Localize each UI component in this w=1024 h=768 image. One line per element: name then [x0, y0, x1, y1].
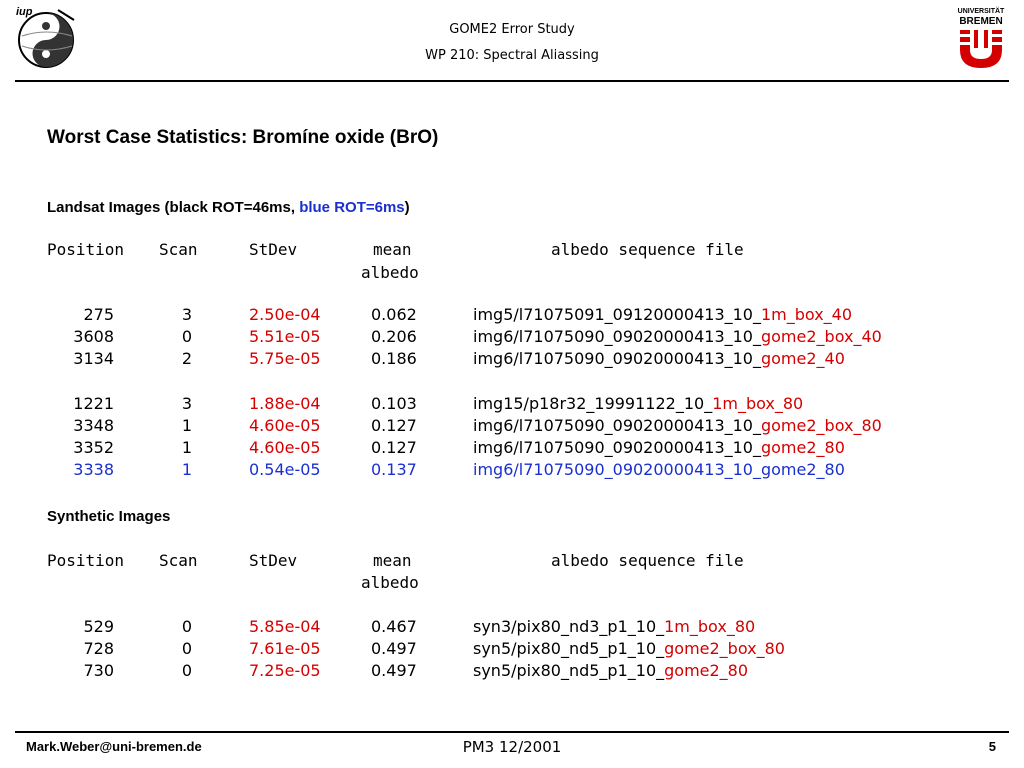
table-row-mean: 0.062: [371, 305, 417, 324]
table-row-file: [473, 661, 748, 680]
table-row-stdev: 5.85e-04: [249, 617, 321, 636]
file-prefix: img6/l71075090_09020000413_10_gome2_80: [473, 460, 845, 479]
table-row-scan: 1: [181, 438, 192, 457]
table-row-mean: 0.186: [371, 349, 417, 368]
landsat-heading: [47, 199, 410, 216]
table-row-scan: 0: [181, 327, 192, 346]
table-row-stdev: 4.60e-05: [249, 416, 321, 435]
table-row-file: [473, 349, 845, 368]
header-subtitle: WP 210: Spectral Aliassing: [425, 48, 599, 63]
table-row-position: 1221: [73, 394, 114, 413]
table-row-stdev: 4.60e-05: [249, 438, 321, 457]
table-row-file: [473, 617, 755, 636]
synthetic-heading: Synthetic Images: [47, 508, 171, 525]
table-row-scan: 1: [181, 416, 192, 435]
table-row-scan: 2: [181, 349, 192, 368]
landsat-col-albedo: albedo: [361, 263, 419, 282]
landsat-col-stdev: StDev: [249, 240, 298, 259]
file-prefix: syn5/pix80_nd5_p1_10_: [473, 639, 665, 658]
landsat-col-position: Position: [47, 240, 125, 259]
table-row-scan: 0: [181, 617, 192, 636]
header-title: GOME2 Error Study: [449, 22, 575, 37]
table-row-stdev: 1.88e-04: [249, 394, 321, 413]
file-prefix: img6/l71075090_09020000413_10_: [473, 416, 761, 435]
table-row-file: [473, 416, 882, 435]
file-suffix: gome2_box_80: [664, 639, 785, 658]
slide-title: Worst Case Statistics: Bromíne oxide (BrO): [47, 127, 439, 148]
table-row-file: [473, 394, 803, 413]
table-row-mean: 0.206: [371, 327, 417, 346]
uni-bremen-logo: [952, 8, 1010, 72]
table-row-position: 730: [83, 661, 114, 680]
table-row-stdev: 7.61e-05: [249, 639, 321, 658]
table-row-mean: 0.467: [371, 617, 417, 636]
table-row-stdev: 2.50e-04: [249, 305, 321, 324]
table-row-mean: 0.127: [371, 438, 417, 457]
file-suffix: gome2_40: [760, 349, 845, 368]
table-row-file: [473, 460, 845, 479]
logo-line-bremen: BREMEN: [959, 16, 1003, 27]
synthetic-col-albedo: albedo: [361, 573, 419, 592]
table-row-position: 3348: [73, 416, 114, 435]
page-number: 5: [988, 739, 996, 754]
file-suffix: 1m_box_80: [664, 617, 756, 636]
file-suffix: 1m_box_80: [712, 394, 804, 413]
footer-center: PM3 12/2001: [462, 738, 562, 756]
synthetic-col-stdev: StDev: [249, 551, 298, 570]
landsat-col-mean: mean: [373, 240, 412, 259]
footer-rule: [15, 731, 1009, 733]
table-row-position: 529: [83, 617, 114, 636]
table-row-scan: 3: [181, 305, 192, 324]
landsat-col-file: albedo sequence file: [551, 240, 744, 259]
table-row-position: 728: [83, 639, 114, 658]
file-prefix: img5/l71075091_09120000413_10_: [473, 305, 761, 324]
table-row-stdev: 5.51e-05: [249, 327, 321, 346]
file-suffix: gome2_80: [760, 438, 845, 457]
file-prefix: img6/l71075090_09020000413_10_: [473, 438, 761, 457]
file-suffix: gome2_box_80: [760, 416, 882, 435]
file-suffix: gome2_box_40: [760, 327, 882, 346]
synthetic-col-scan: Scan: [159, 551, 198, 570]
table-row-mean: 0.497: [371, 639, 417, 658]
table-row-scan: 3: [181, 394, 192, 413]
table-row-file: [473, 327, 882, 346]
table-row-scan: 1: [181, 460, 192, 479]
table-row-scan: 0: [181, 639, 192, 658]
table-row-position: 3608: [73, 327, 114, 346]
header-rule: [15, 80, 1009, 82]
file-suffix: gome2_80: [664, 661, 749, 680]
landsat-heading-close: ): [404, 199, 410, 216]
table-row-position: 3134: [73, 349, 114, 368]
file-prefix: img6/l71075090_09020000413_10_: [473, 327, 761, 346]
synthetic-col-file: albedo sequence file: [551, 551, 744, 570]
file-prefix: img15/p18r32_19991122_10_: [473, 394, 713, 413]
table-row-stdev: 0.54e-05: [249, 460, 321, 479]
table-row-file: [473, 639, 785, 658]
landsat-heading-blue: blue ROT=6ms: [299, 199, 405, 216]
table-row-file: [473, 438, 845, 457]
bremen-crest-icon: [956, 28, 1006, 70]
table-row-mean: 0.497: [371, 661, 417, 680]
synthetic-col-mean: mean: [373, 551, 412, 570]
file-prefix: syn5/pix80_nd5_p1_10_: [473, 661, 665, 680]
table-row-stdev: 7.25e-05: [249, 661, 321, 680]
table-row-file: [473, 305, 852, 324]
logo-line-universitat: UNIVERSITÄT: [957, 8, 1005, 15]
landsat-col-scan: Scan: [159, 240, 198, 259]
table-row-mean: 0.137: [371, 460, 417, 479]
table-row-scan: 0: [181, 661, 192, 680]
synthetic-col-position: Position: [47, 551, 125, 570]
landsat-heading-black: Landsat Images (black ROT=46ms,: [47, 199, 300, 216]
table-row-mean: 0.103: [371, 394, 417, 413]
table-row-position: 3352: [73, 438, 114, 457]
table-row-position: 275: [83, 305, 114, 324]
table-row-position: 3338: [73, 460, 114, 479]
iup-logo-text: iup: [16, 6, 33, 18]
table-row-stdev: 5.75e-05: [249, 349, 321, 368]
table-row-mean: 0.127: [371, 416, 417, 435]
file-suffix: 1m_box_40: [760, 305, 853, 324]
file-prefix: img6/l71075090_09020000413_10_: [473, 349, 761, 368]
file-prefix: syn3/pix80_nd3_p1_10_: [473, 617, 665, 636]
footer-email: Mark.Weber@uni-bremen.de: [26, 739, 202, 754]
